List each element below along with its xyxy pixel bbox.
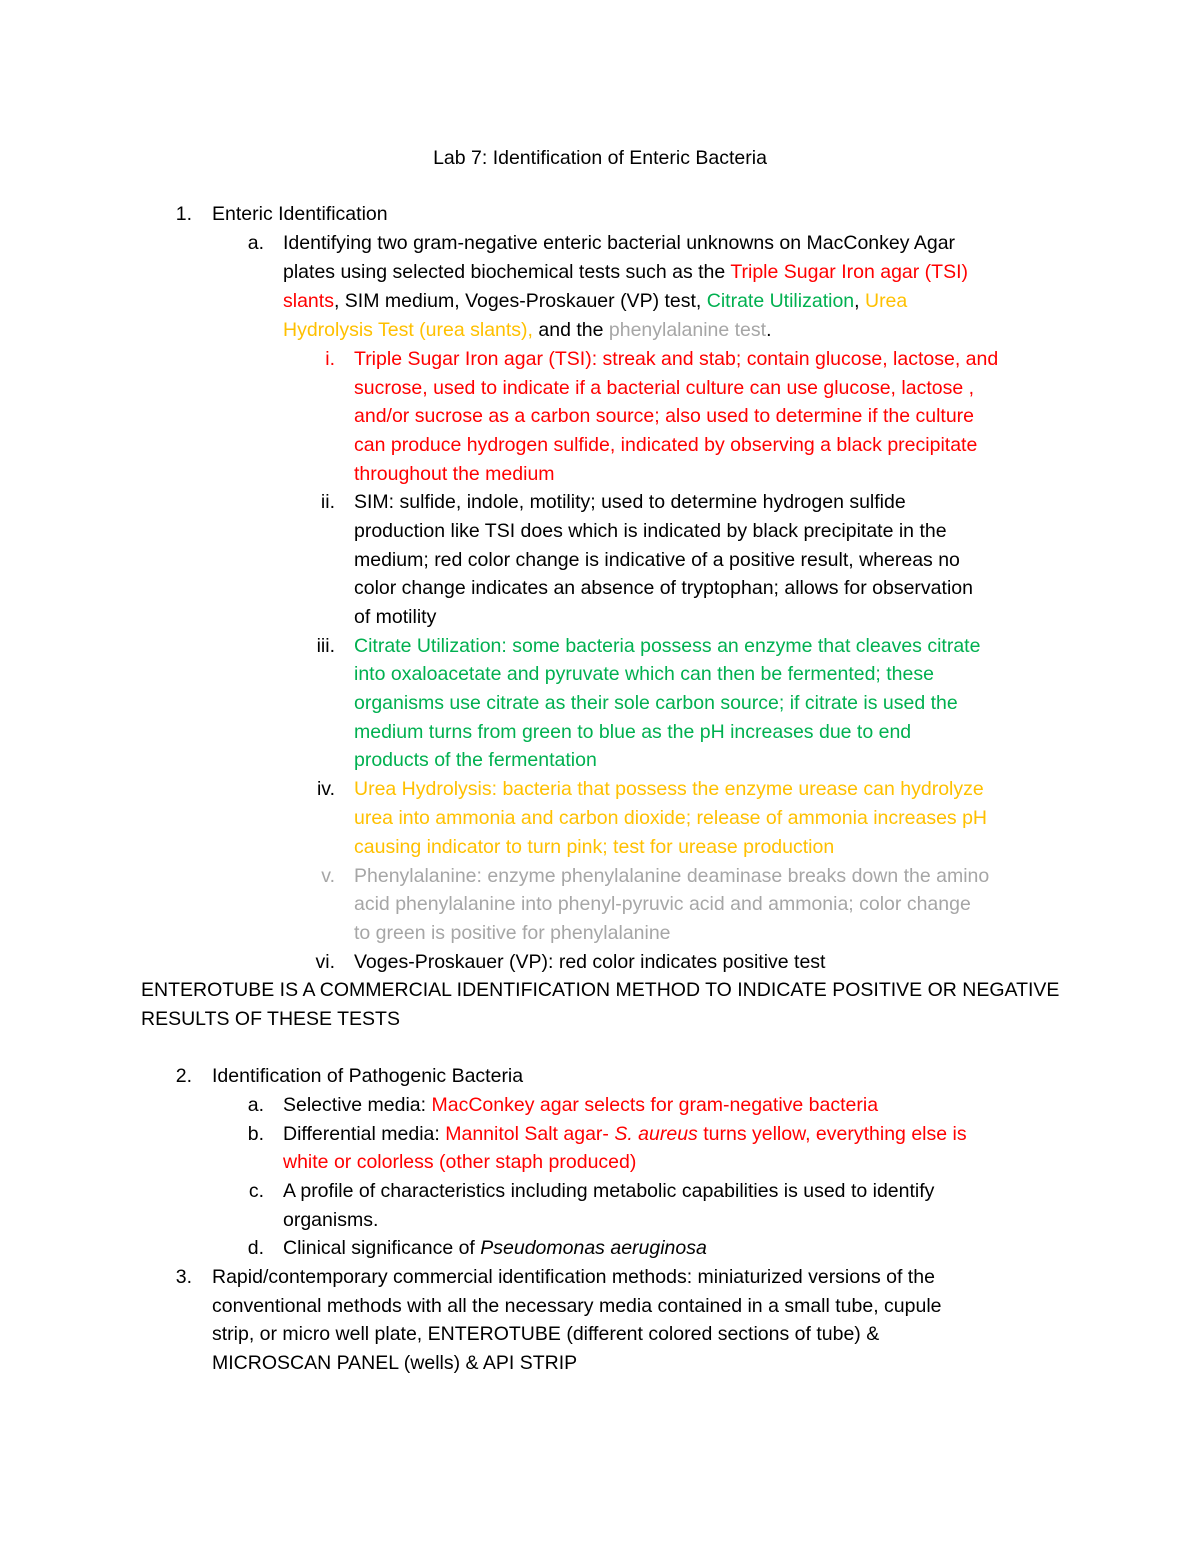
item-2a: Selective media: MacConkey agar selects for gram-negative bacteria: [283, 1094, 879, 1116]
item-ii-line: medium; red color change is indicative of a positive result, whereas no: [354, 549, 960, 571]
enterotube-note-line: ENTEROTUBE IS A COMMERCIAL IDENTIFICATION METHOD TO INDICATE POSITIVE OR NEGATIVE: [141, 979, 1060, 1001]
item-iii-line: organisms use citrate as their sole carbon source; if citrate is used the: [354, 692, 958, 714]
section3-line: conventional methods with all the necessary media contained in a small tube, cupule: [212, 1295, 942, 1317]
list-marker-1a: a.: [247, 232, 264, 254]
list-marker-ii: ii.: [320, 491, 335, 513]
list-marker-2b: b.: [247, 1123, 264, 1145]
item-iv-line: urea into ammonia and carbon dioxide; release of ammonia increases pH: [354, 807, 988, 829]
item-2b-line: Differential media: Mannitol Salt agar- S. aureus turns yellow, everything else is: [283, 1123, 967, 1145]
item-i-line: can produce hydrogen sulfide, indicated by observing a black precipitate: [354, 434, 978, 456]
item-2c-line: A profile of characteristics including metabolic capabilities is used to identify: [283, 1180, 935, 1202]
item-2b-line: white or colorless (other staph produced): [283, 1151, 637, 1173]
item-i-line: sucrose, used to indicate if a bacterial culture can use glucose, lactose ,: [354, 377, 975, 399]
item-i-line: Triple Sugar Iron agar (TSI): streak and stab; contain glucose, lactose, and: [354, 348, 999, 370]
list-number-2: 2.: [175, 1065, 192, 1087]
section3-line: Rapid/contemporary commercial identification methods: miniaturized versions of the: [212, 1266, 935, 1288]
item-i-line: and/or sucrose as a carbon source; also used to determine if the culture: [354, 405, 975, 427]
section3-line: strip, or micro well plate, ENTEROTUBE (different colored sections of tube) &: [212, 1323, 880, 1345]
item-ii-line: production like TSI does which is indicated by black precipitate in the: [354, 520, 947, 542]
item-2d: Clinical significance of Pseudomonas aeruginosa: [283, 1237, 707, 1259]
list-marker-iii: iii.: [316, 635, 335, 657]
page-title: Lab 7: Identification of Enteric Bacteria: [433, 147, 767, 169]
item-vi-line: Voges-Proskauer (VP): red color indicates positive test: [354, 951, 826, 973]
item-iii-line: medium turns from green to blue as the pH increases due to end: [354, 721, 912, 743]
section3-line: MICROSCAN PANEL (wells) & API STRIP: [212, 1352, 578, 1374]
paragraph-1a-line: Identifying two gram-negative enteric bacterial unknowns on MacConkey Agar: [283, 232, 956, 254]
enterotube-note-line: RESULTS OF THESE TESTS: [141, 1008, 400, 1030]
item-ii-line: color change indicates an absence of tryptophan; allows for observation: [354, 577, 973, 599]
list-marker-v: v.: [321, 865, 335, 887]
list-number-1: 1.: [175, 203, 192, 225]
list-marker-2c: c.: [248, 1180, 264, 1202]
item-iv-line: Urea Hydrolysis: bacteria that possess the enzyme urease can hydrolyze: [354, 778, 984, 800]
item-2c-line: organisms.: [283, 1209, 379, 1231]
paragraph-1a-line: plates using selected biochemical tests such as the Triple Sugar Iron agar (TSI): [283, 261, 969, 283]
list-marker-i: i.: [325, 348, 335, 370]
item-ii-line: of motility: [354, 606, 437, 628]
list-marker-2a: a.: [247, 1094, 264, 1116]
list-number-3: 3.: [175, 1266, 192, 1288]
item-ii-line: SIM: sulfide, indole, motility; used to determine hydrogen sulfide: [354, 491, 906, 513]
section-heading-enteric: Enteric Identification: [212, 203, 388, 225]
item-iii-line: into oxaloacetate and pyruvate which can then be fermented; these: [354, 663, 934, 685]
item-v-line: acid phenylalanine into phenyl-pyruvic acid and ammonia; color change: [354, 893, 971, 915]
item-v-line: Phenylalanine: enzyme phenylalanine deaminase breaks down the amino: [354, 865, 990, 887]
list-marker-iv: iv.: [316, 778, 335, 800]
paragraph-1a-line: Hydrolysis Test (urea slants), and the phenylalanine test.: [283, 319, 772, 341]
item-iii-line: Citrate Utilization: some bacteria possess an enzyme that cleaves citrate: [354, 635, 981, 657]
item-iv-line: causing indicator to turn pink; test for urease production: [354, 836, 835, 858]
item-iii-line: products of the fermentation: [354, 749, 597, 771]
section-heading-pathogenic: Identification of Pathogenic Bacteria: [212, 1065, 524, 1087]
paragraph-1a-line: slants, SIM medium, Voges-Proskauer (VP) test, Citrate Utilization, Urea: [283, 290, 908, 312]
item-v-line: to green is positive for phenylalanine: [354, 922, 671, 944]
list-marker-vi: vi.: [315, 951, 335, 973]
list-marker-2d: d.: [247, 1237, 264, 1259]
item-i-line: throughout the medium: [354, 463, 555, 485]
